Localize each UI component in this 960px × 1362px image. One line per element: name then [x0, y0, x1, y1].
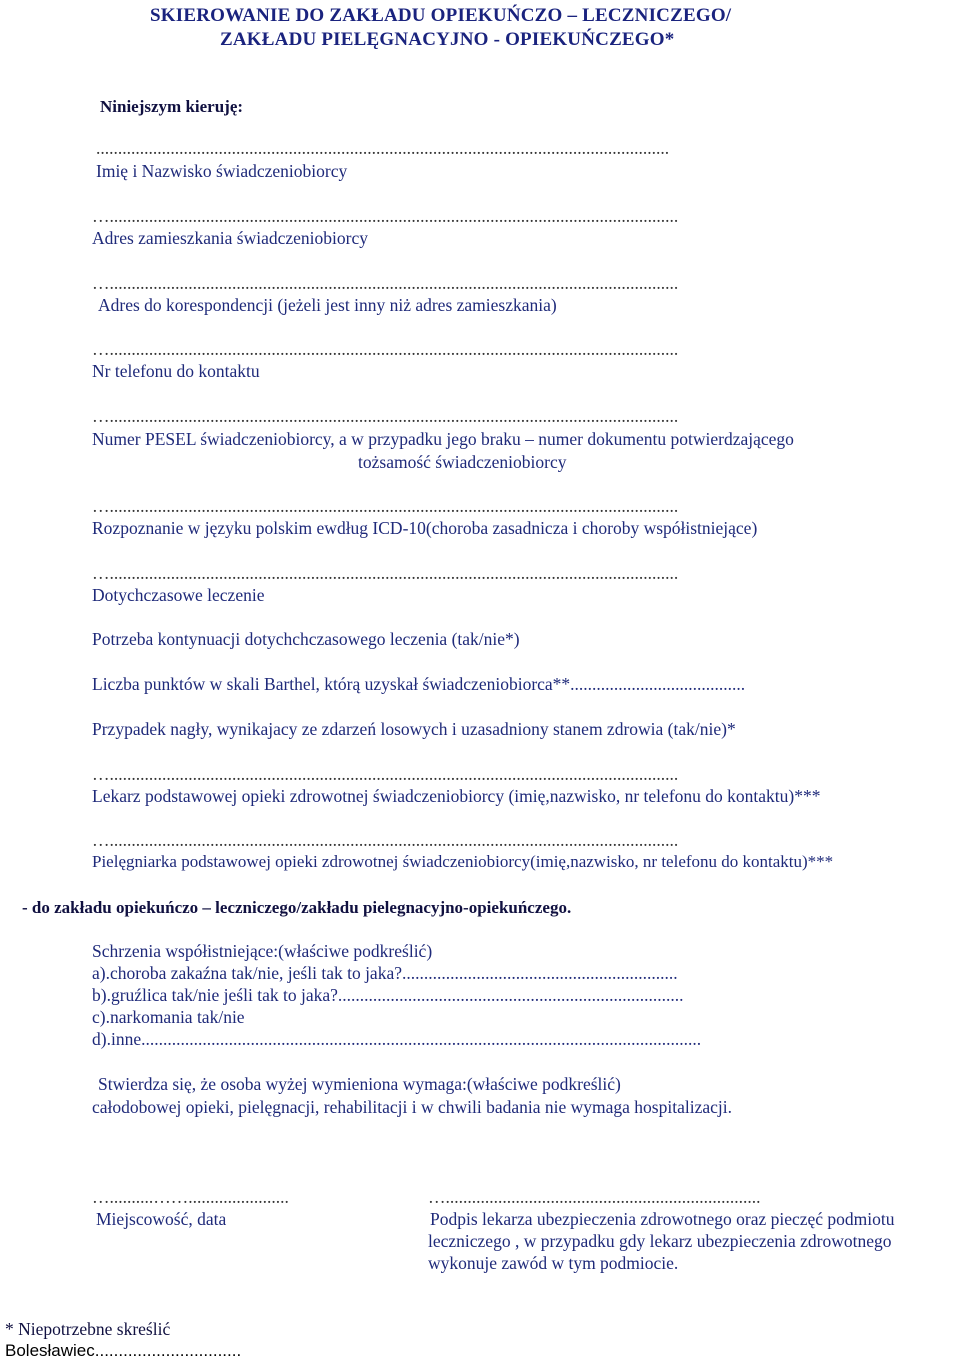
continue-treatment-label: Potrzeba kontynuacji dotychchczasowego leczenia (tak/nie*) — [92, 629, 520, 649]
pesel-label-1: Numer PESEL świadczeniobiorcy, a w przypadku jego braku – numer dokumentu potwierdzającego — [92, 429, 794, 449]
diagnosis-label: Rozpoznanie w języku polskim ewdług ICD-10(choroba zasadnicza i choroby współistniejące) — [92, 518, 758, 538]
signature-label-1: Podpis lekarza ubezpieczenia zdrowotnego oraz pieczęć podmiotu — [430, 1209, 895, 1229]
title-line-1: SKIEROWANIE DO ZAKŁADU OPIEKUŃCZO – LECZNICZEGO/ — [150, 5, 732, 26]
footnote: * Niepotrzebne skreślić — [5, 1319, 171, 1339]
correspondence-field[interactable]: ….................................................................................................................................. — [92, 273, 679, 293]
address-field[interactable]: ….................................................................................................................................. — [92, 206, 679, 226]
comorbid-b[interactable]: b).gruźlica tak/nie jeśli tak to jaka?............................................................................... — [92, 985, 684, 1005]
treatment-field[interactable]: ….................................................................................................................................. — [92, 563, 679, 583]
pesel-label-2: tożsamość świadczeniobiorcy — [358, 452, 567, 472]
statement-line-2: całodobowej opieki, pielęgnacji, rehabilitacji i w chwili badania nie wymaga hospitalizacji. — [92, 1097, 732, 1117]
signature-field[interactable]: …........................................................................ — [428, 1187, 761, 1207]
title-line-2: ZAKŁADU PIELĘGNACYJNO - OPIEKUŃCZEGO* — [220, 29, 675, 50]
bottom-location: Bolesławiec............................... — [5, 1341, 242, 1360]
signature-label-2: leczniczego , w przypadku gdy lekarz ubezpieczenia zdrowotnego — [428, 1231, 892, 1251]
phone-field[interactable]: ….................................................................................................................................. — [92, 339, 679, 359]
address-label: Adres zamieszkania świadczeniobiorcy — [92, 228, 368, 248]
pesel-field[interactable]: ….................................................................................................................................. — [92, 406, 679, 426]
intro-label: Niniejszym kieruję: — [100, 97, 244, 116]
doctor-label: Lekarz podstawowej opieki zdrowotnej świadczeniobiorcy (imię,nazwisko, nr telefonu do kontaktu)*** — [92, 786, 821, 806]
place-date-label: Miejscowość, data — [96, 1209, 227, 1229]
comorbid-header: Schrzenia współistniejące:(właściwe podkreślić) — [92, 941, 433, 961]
treatment-label: Dotychczasowe leczenie — [92, 585, 265, 605]
doctor-field[interactable]: ….................................................................................................................................. — [92, 764, 679, 784]
comorbid-a[interactable]: a).choroba zakaźna tak/nie, jeśli tak to jaka?............................................................... — [92, 963, 678, 983]
phone-label: Nr telefonu do kontaktu — [92, 361, 260, 381]
urgent-case-label: Przypadek nagły, wynikajacy ze zdarzeń losowych i uzasadniony stanem zdrowia (tak/nie)* — [92, 719, 736, 739]
barthel-score-field[interactable]: Liczba punktów w skali Barthel, którą uzyskał świadczeniobiorca**........................................ — [92, 674, 746, 694]
name-label: Imię i Nazwisko świadczeniobiorcy — [96, 161, 348, 181]
statement-line-1: Stwierdza się, że osoba wyżej wymieniona wymaga:(właściwe podkreślić) — [98, 1074, 621, 1094]
place-date-field[interactable]: …..........……....................... — [92, 1187, 289, 1207]
nurse-label: Pielęgniarka podstawowej opieki zdrowotnej świadczeniobiorcy(imię,nazwisko, nr telefonu do kontaktu)*** — [92, 852, 834, 871]
comorbid-c[interactable]: c).narkomania tak/nie — [92, 1007, 245, 1027]
comorbid-d[interactable]: d).inne................................................................................................................................ — [92, 1029, 702, 1049]
name-field[interactable]: ................................................................................................................................... — [96, 138, 670, 158]
diagnosis-field[interactable]: ….................................................................................................................................. — [92, 496, 679, 516]
signature-label-3: wykonuje zawód w tym podmiocie. — [428, 1253, 679, 1273]
target-facility: - do zakładu opiekuńczo – leczniczego/zakładu pielegnacyjno-opiekuńczego. — [22, 898, 572, 917]
nurse-field[interactable]: ….................................................................................................................................. — [92, 830, 679, 850]
correspondence-label: Adres do korespondencji (jeżeli jest inny niż adres zamieszkania) — [98, 295, 557, 315]
